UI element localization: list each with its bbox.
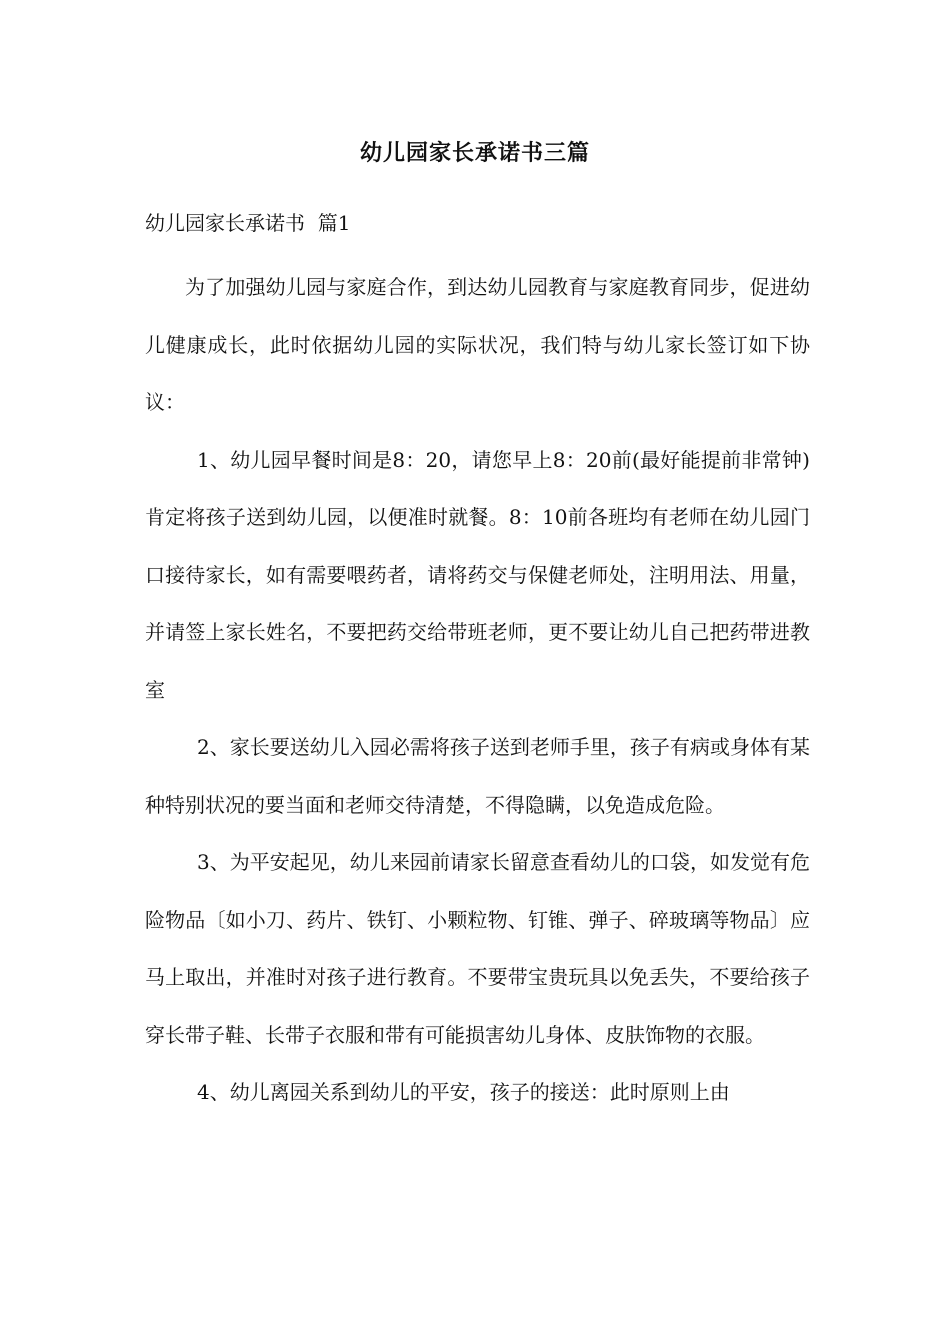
section-heading: 幼儿园家长承诺书 篇1 <box>145 211 351 235</box>
paragraph-item-3: 3、为平安起见，幼儿来园前请家长留意查看幼儿的口袋，如发觉有危险物品〔如小刀、药片、铁钉、小颗粒物、钉锥、弹子、碎玻璃等物品〕应马上取出，并准时对孩子进行教育。不要带宝贵玩具以免丢失，不要给孩子穿长带子鞋、长带子衣服和带有可能损害幼儿身体、皮肤饰物的衣服。 <box>145 850 810 1047</box>
document-body <box>145 259 810 1122</box>
page-title: 幼儿园家长承诺书三篇 <box>359 140 590 166</box>
paragraph-intro: 为了加强幼儿园与家庭合作，到达幼儿园教育与家庭教育同步，促进幼儿健康成长，此时依据幼儿园的实际状况，我们特与幼儿家长签订如下协议： <box>145 275 810 414</box>
paragraph-item-2: 2、家长要送幼儿入园必需将孩子送到老师手里，孩子有病或身体有某种特别状况的要当面和老师交待清楚，不得隐瞒，以免造成危险。 <box>145 735 810 817</box>
paragraph-item-4: 4、幼儿离园关系到幼儿的平安，孩子的接送：此时原则上由 <box>197 1080 730 1104</box>
paragraph-item-1: 1、幼儿园早餐时间是8：20，请您早上8：20前(最好能提前非常钟)肯定将孩子送到幼儿园，以便准时就餐。8：10前各班均有老师在幼儿园门口接待家长，如有需要喂药者，请将药交与保健老师处，注明用法、用量，并请签上家长姓名，不要把药交给带班老师，更不要让幼儿自己把药带进教室 <box>145 447 810 702</box>
